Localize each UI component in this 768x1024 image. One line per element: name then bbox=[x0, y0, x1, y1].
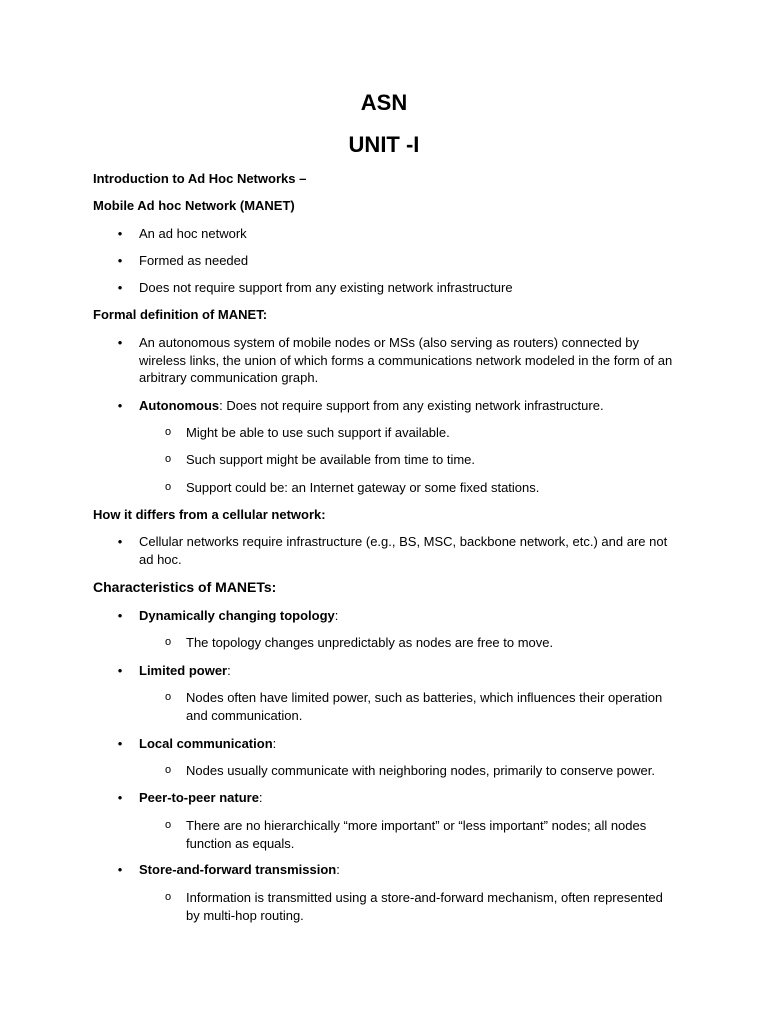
list-item bbox=[117, 607, 679, 625]
list-item bbox=[117, 861, 679, 879]
sub-list-item-text: Support could be: an Internet gateway or some fixed stations. bbox=[186, 480, 540, 495]
list-item-suffix: : bbox=[336, 862, 340, 877]
circle-bullet-icon: o bbox=[164, 891, 172, 903]
bullet-icon: • bbox=[117, 253, 123, 268]
sub-list-item-text: There are no hierarchically “more important” or “less important” nodes; all nodes function as equals. bbox=[186, 818, 647, 851]
list-item bbox=[117, 252, 679, 270]
circle-bullet-icon: o bbox=[164, 453, 172, 465]
sub-list-item-text: Might be able to use such support if available. bbox=[186, 425, 450, 440]
formal-definition-heading: Formal definition of MANET: bbox=[93, 307, 268, 322]
list-item-term: Autonomous bbox=[139, 398, 220, 413]
list-item bbox=[117, 334, 679, 387]
list-item-suffix: : bbox=[227, 663, 231, 678]
sub-list-item-text: Nodes often have limited power, such as batteries, which influences their operation and communication. bbox=[186, 690, 663, 723]
sub-list-item bbox=[164, 889, 676, 924]
list-item-term: Limited power bbox=[139, 663, 228, 678]
list-item-term: Local communication bbox=[139, 736, 273, 751]
bullet-icon: • bbox=[117, 335, 123, 350]
list-item-suffix: : bbox=[272, 736, 277, 751]
list-item-suffix: : bbox=[334, 608, 339, 623]
bullet-icon: • bbox=[117, 790, 123, 805]
manet-heading: Mobile Ad hoc Network (MANET) bbox=[93, 198, 295, 213]
circle-bullet-icon: o bbox=[164, 481, 172, 493]
circle-bullet-icon: o bbox=[164, 819, 172, 831]
bullet-icon: • bbox=[117, 736, 123, 751]
list-item bbox=[117, 279, 679, 297]
list-item-text: An ad hoc network bbox=[139, 226, 247, 241]
list-item-text: An autonomous system of mobile nodes or MSs (also serving as routers) connected by wireless links, the union of which forms a communications network modeled in the form of an arbitrary communication graph. bbox=[139, 335, 673, 385]
circle-bullet-icon: o bbox=[164, 426, 172, 438]
sub-list-item bbox=[164, 479, 676, 497]
list-item-text: Formed as needed bbox=[139, 253, 249, 268]
list-item bbox=[117, 533, 679, 568]
characteristics-heading: Characteristics of MANETs: bbox=[93, 579, 277, 595]
sub-list-item bbox=[164, 451, 676, 469]
list-item-term: Store-and-forward transmission bbox=[139, 862, 337, 877]
sub-list-item-text: The topology changes unpredictably as nodes are free to move. bbox=[186, 635, 554, 650]
sub-list-item-text: Information is transmitted using a store-and-forward mechanism, often represented by multi-hop routing. bbox=[186, 890, 663, 923]
sub-list-item-text: Such support might be available from time to time. bbox=[186, 452, 476, 467]
bullet-icon: • bbox=[117, 608, 123, 623]
cellular-heading: How it differs from a cellular network: bbox=[93, 507, 326, 522]
list-item bbox=[117, 735, 679, 753]
list-item bbox=[117, 662, 679, 680]
list-item-text: Cellular networks require infrastructure (e.g., BS, MSC, backbone network, etc.) and are not ad hoc. bbox=[139, 534, 668, 567]
list-item-text: Does not require support from any existing network infrastructure bbox=[139, 280, 513, 295]
list-item bbox=[117, 789, 679, 807]
list-item-term: Peer-to-peer nature bbox=[139, 790, 259, 805]
bullet-icon: • bbox=[117, 398, 123, 413]
sub-list-item-text: Nodes usually communicate with neighboring nodes, primarily to conserve power. bbox=[186, 763, 655, 778]
unit-title: UNIT -I bbox=[348, 132, 420, 157]
circle-bullet-icon: o bbox=[164, 764, 172, 776]
bullet-icon: • bbox=[117, 534, 123, 549]
circle-bullet-icon: o bbox=[164, 691, 172, 703]
list-item bbox=[117, 397, 679, 415]
sub-list-item bbox=[164, 817, 676, 852]
document-title: ASN bbox=[360, 90, 408, 115]
sub-list-item bbox=[164, 424, 676, 442]
list-item-term: Dynamically changing topology bbox=[139, 608, 335, 623]
sub-list-item bbox=[164, 634, 676, 652]
list-item-suffix: : bbox=[258, 790, 263, 805]
list-item bbox=[117, 225, 679, 243]
bullet-icon: • bbox=[117, 862, 123, 877]
bullet-icon: • bbox=[117, 663, 123, 678]
list-item-text: : Does not require support from any existing network infrastructure. bbox=[219, 398, 604, 413]
circle-bullet-icon: o bbox=[164, 636, 172, 648]
sub-list-item bbox=[164, 762, 676, 780]
intro-heading: Introduction to Ad Hoc Networks – bbox=[93, 171, 307, 186]
sub-list-item bbox=[164, 689, 676, 724]
bullet-icon: • bbox=[117, 280, 123, 295]
bullet-icon: • bbox=[117, 226, 123, 241]
